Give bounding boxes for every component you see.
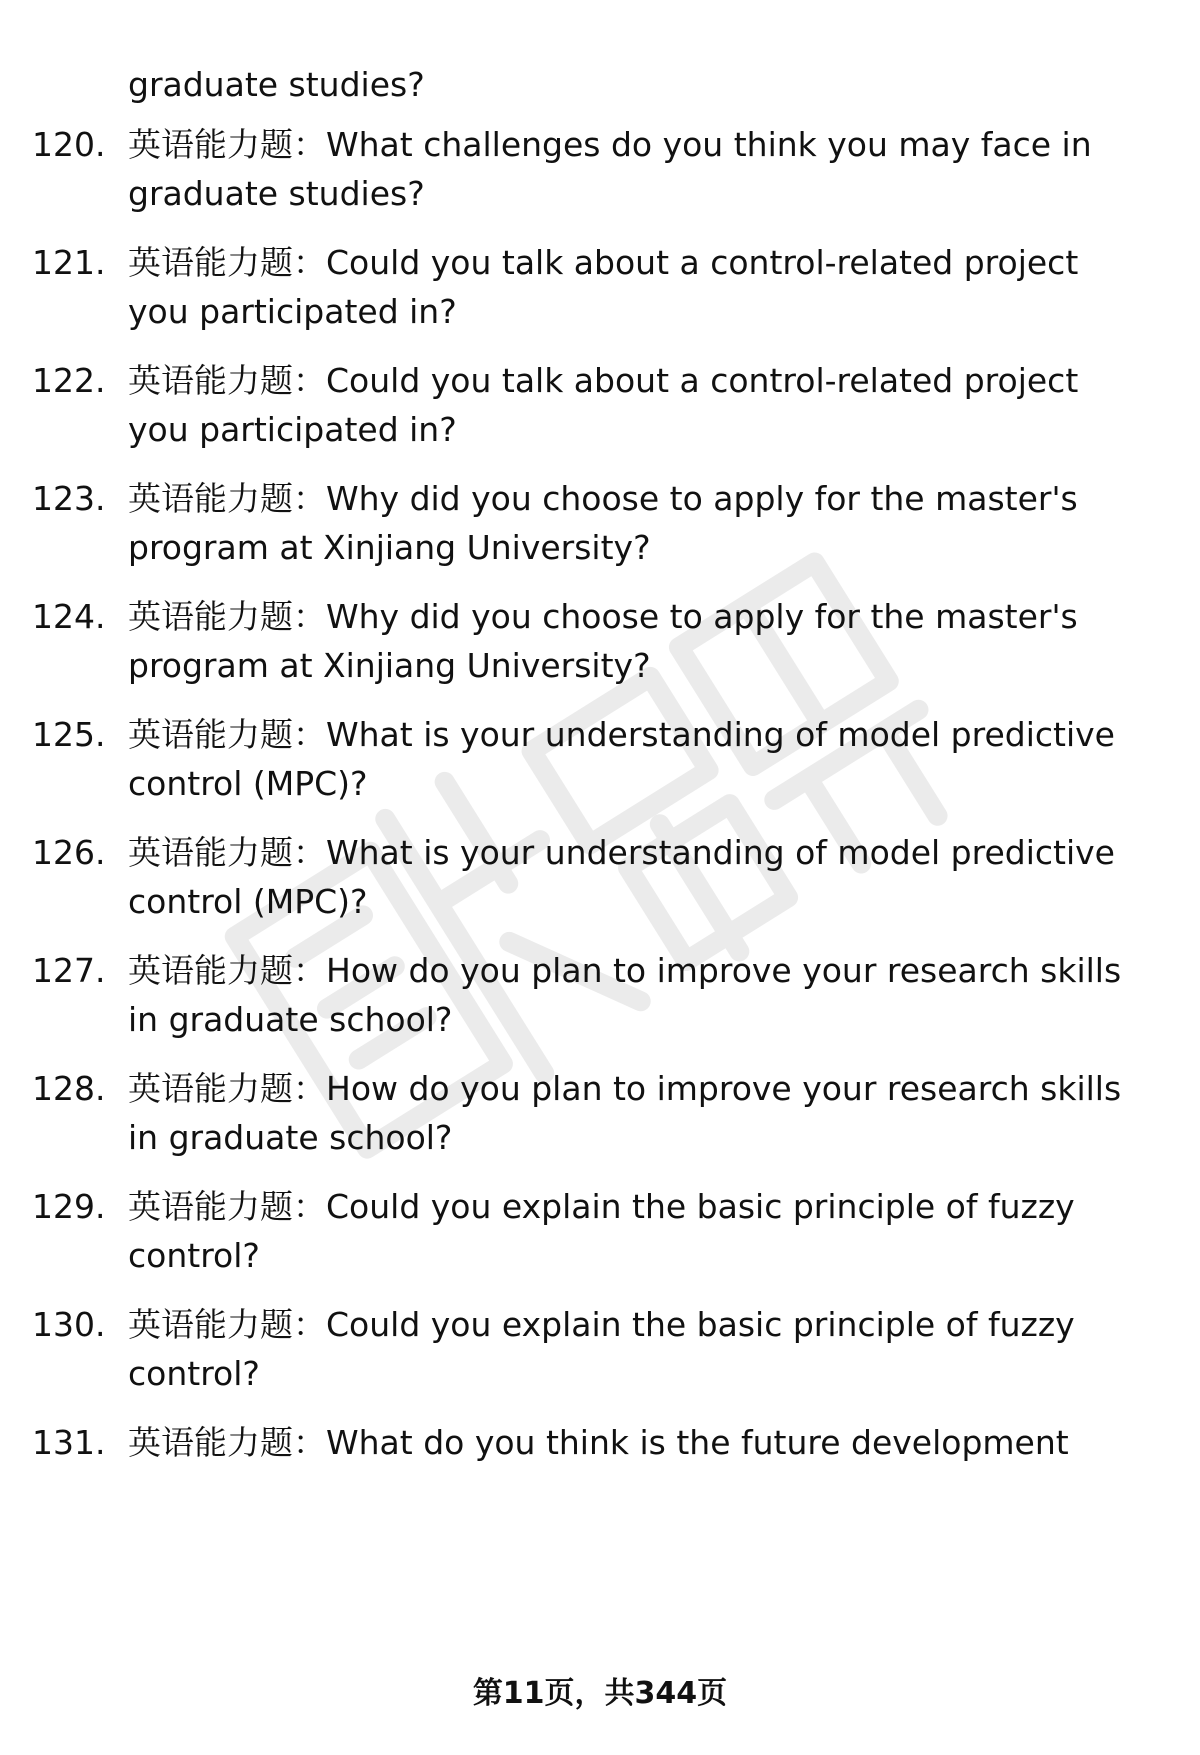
question-category: 英语能力题：	[128, 1069, 326, 1108]
question-item	[0, 1418, 1200, 1550]
question-category: 英语能力题：	[128, 833, 326, 872]
question-number: 121.	[32, 243, 106, 282]
question-number: 125.	[32, 715, 106, 754]
question-item	[0, 710, 1200, 842]
question-category: 英语能力题：	[128, 1423, 326, 1462]
question-text: Could you talk about a control-related project you participated in?	[128, 243, 1079, 331]
question-text: Why did you choose to apply for the master's program at Xinjiang University?	[128, 597, 1078, 685]
question-body	[128, 474, 1148, 572]
question-category: 英语能力题：	[128, 715, 326, 754]
question-body	[128, 710, 1148, 808]
question-number: 131.	[32, 1423, 106, 1462]
question-number: 120.	[32, 125, 106, 164]
continuation-line: graduate studies?	[128, 65, 425, 104]
question-item	[0, 1064, 1200, 1196]
question-body	[128, 1418, 1148, 1467]
question-category: 英语能力题：	[128, 479, 326, 518]
question-text: Why did you choose to apply for the master's program at Xinjiang University?	[128, 479, 1078, 567]
question-number: 127.	[32, 951, 106, 990]
page-footer: 第11页，共344页	[472, 1676, 728, 1711]
question-category: 英语能力题：	[128, 597, 326, 636]
question-body	[128, 238, 1148, 336]
question-body	[128, 356, 1148, 454]
question-item	[0, 1300, 1200, 1432]
question-category: 英语能力题：	[128, 1305, 326, 1344]
question-body	[128, 828, 1148, 926]
question-text: Could you talk about a control-related project you participated in?	[128, 361, 1079, 449]
question-item	[0, 1182, 1200, 1314]
question-body	[128, 592, 1148, 690]
question-text: What is your understanding of model predictive control (MPC)?	[128, 715, 1115, 803]
question-text: Could you explain the basic principle of fuzzy control?	[128, 1305, 1075, 1393]
question-text: What do you think is the future development	[326, 1423, 1069, 1462]
question-category: 英语能力题：	[128, 1187, 326, 1226]
question-number: 122.	[32, 361, 106, 400]
question-item	[0, 592, 1200, 724]
question-body	[128, 1064, 1148, 1162]
question-text: What challenges do you think you may face in graduate studies?	[128, 125, 1092, 213]
question-number: 126.	[32, 833, 106, 872]
question-body	[128, 1300, 1148, 1398]
question-body	[128, 120, 1148, 218]
question-category: 英语能力题：	[128, 243, 326, 282]
question-item	[0, 356, 1200, 488]
question-number: 123.	[32, 479, 106, 518]
question-number: 130.	[32, 1305, 106, 1344]
question-number: 129.	[32, 1187, 106, 1226]
question-category: 英语能力题：	[128, 361, 326, 400]
question-number: 124.	[32, 597, 106, 636]
question-text: Could you explain the basic principle of fuzzy control?	[128, 1187, 1075, 1275]
question-item	[0, 474, 1200, 606]
question-text: How do you plan to improve your research skills in graduate school?	[128, 1069, 1122, 1157]
question-item	[0, 238, 1200, 370]
question-text: How do you plan to improve your research skills in graduate school?	[128, 951, 1122, 1039]
question-item	[0, 120, 1200, 252]
question-number: 128.	[32, 1069, 106, 1108]
question-category: 英语能力题：	[128, 951, 326, 990]
question-body	[128, 946, 1148, 1044]
question-category: 英语能力题：	[128, 125, 326, 164]
question-item	[0, 946, 1200, 1078]
question-text: What is your understanding of model predictive control (MPC)?	[128, 833, 1115, 921]
question-body	[128, 1182, 1148, 1280]
question-item	[0, 828, 1200, 960]
